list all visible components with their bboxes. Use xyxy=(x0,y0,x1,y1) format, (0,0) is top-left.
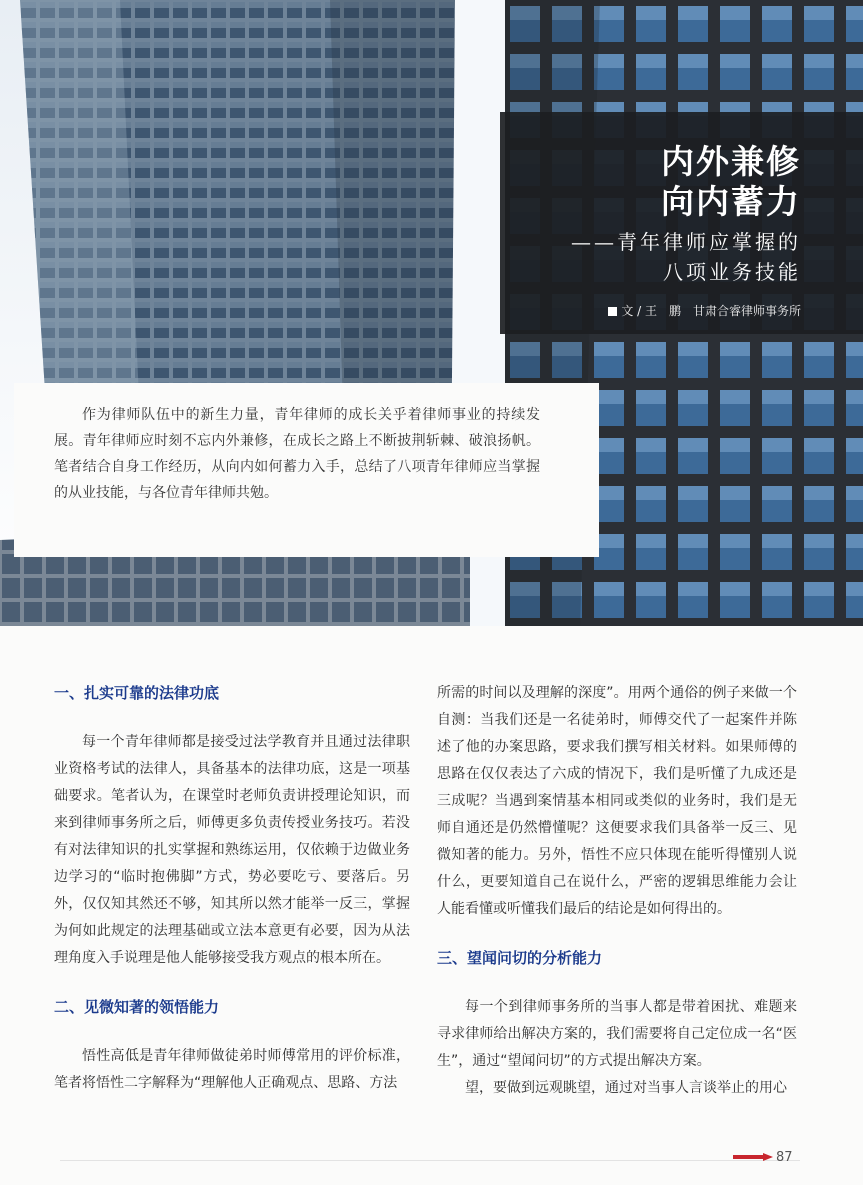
abstract-text: 作为律师队伍中的新生力量，青年律师的成长关乎着律师事业的持续发展。青年律师应时刻不忘内外兼修，在成长之路上不断披荆斩棘、破浪扬帆。笔者结合自身工作经历，从向内如何蓄力入手，总结了八项青年律师应当掌握的从业技能，与各位青年律师共勉。 xyxy=(54,407,540,501)
page-arrow-icon xyxy=(733,1153,773,1161)
right-column xyxy=(437,680,797,1102)
left-column xyxy=(54,680,410,1097)
section-3-heading: 三、望闻问切的分析能力 xyxy=(437,949,603,967)
section-3-paragraph-1: 每一个到律师事务所的当事人都是带着困扰、难题来寻求律师给出解决方案的，我们需要将自己定位成一名“医生”，通过“望闻问切”的方式提出解决方案。 xyxy=(437,999,797,1069)
square-bullet-icon xyxy=(608,307,617,316)
article-subtitle-line2: 八项业务技能 xyxy=(663,260,801,284)
article-subtitle-line1: ——青年律师应掌握的 xyxy=(571,230,801,254)
section-1-heading: 一、扎实可靠的法律功底 xyxy=(54,684,220,702)
byline xyxy=(608,302,801,319)
article-title-line1: 内外兼修 xyxy=(661,142,801,181)
byline-text: 文 / 王 鹏 甘肃合睿律师事务所 xyxy=(621,304,801,318)
section-2-paragraph: 悟性高低是青年律师做徒弟时师傅常用的评价标准，笔者将悟性二字解释为“理解他人正确观点、思路、方法 xyxy=(54,1048,410,1091)
section-2-heading: 二、见微知著的领悟能力 xyxy=(54,998,220,1016)
section-1-paragraph: 每一个青年律师都是接受过法学教育并且通过法律职业资格考试的法律人，具备基本的法律功底，这是一项基础要求。笔者认为，在课堂时老师负责讲授理论知识，而来到律师事务所之后，师傅更多负责传授业务技巧。若没有对法律知识的扎实掌握和熟练运用，仅依赖于边做业务边学习的“临时抱佛脚”方式，势必要吃亏、要落后。另外，仅仅知其然还不够，知其所以然才能举一反三，掌握为何如此规定的法理基础或立法本意更有必要，因为从法理角度入手说理是他人能够接受我方观点的根本所在。 xyxy=(54,734,410,966)
section-3-paragraph-2: 望，要做到远观眺望，通过对当事人言谈举止的用心 xyxy=(465,1080,787,1096)
section-2-paragraph-continued: 所需的时间以及理解的深度”。用两个通俗的例子来做一个自测：当我们还是一名徒弟时，师傅交代了一起案件并陈述了他的办案思路，要求我们撰写相关材料。如果师傅的思路在仅仅表达了六成的情况下，我们是听懂了九成还是三成呢？当遇到案情基本相同或类似的业务时，我们是无师自通还是仍然懵懂呢？这便要求我们具备举一反三、见微知著的能力。另外，悟性不应只体现在能听得懂别人说什么，更要知道自己在说什么，严密的逻辑思维能力会让人能看懂或听懂我们最后的结论是如何得出的。 xyxy=(437,685,797,917)
page-number: 87 xyxy=(776,1150,793,1165)
footer-rule xyxy=(60,1160,800,1161)
article-title-line2: 向内蓄力 xyxy=(661,182,801,221)
